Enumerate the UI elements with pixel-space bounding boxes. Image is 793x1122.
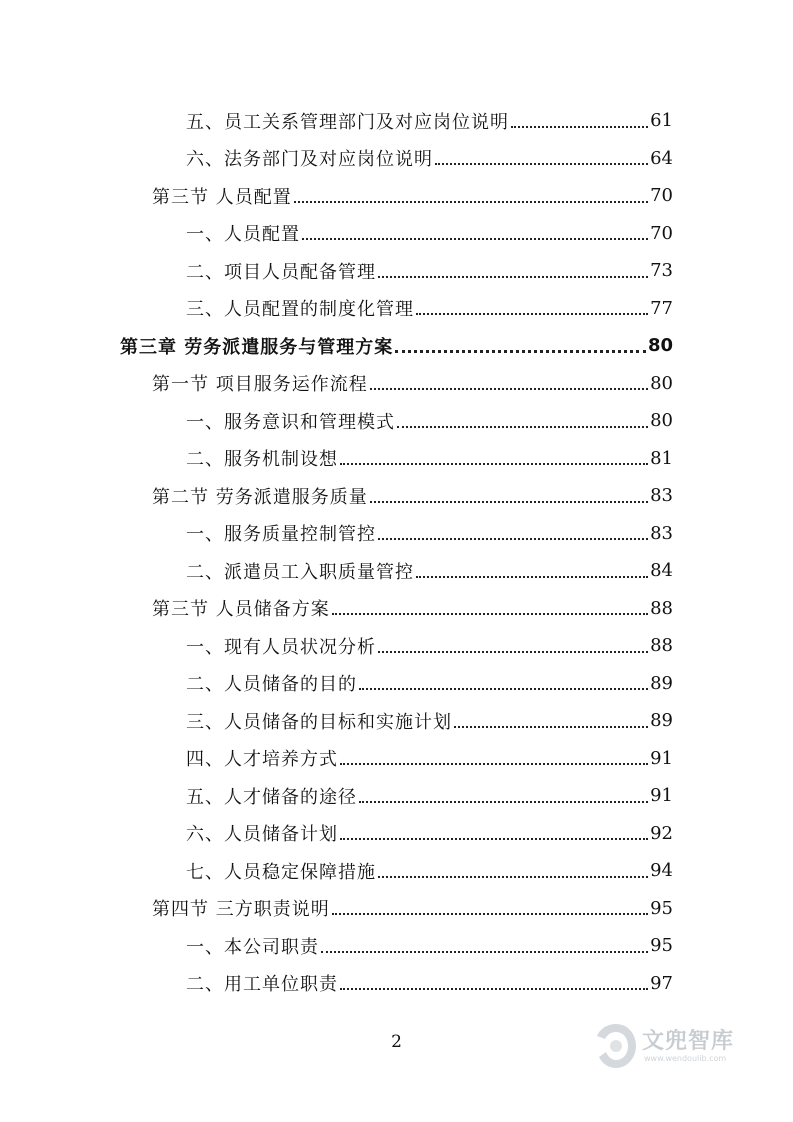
toc-entry-page: 70 bbox=[650, 222, 673, 244]
toc-entry[interactable] bbox=[0, 740, 793, 778]
toc-entry-page: 81 bbox=[650, 447, 673, 469]
toc-entry-page: 83 bbox=[650, 522, 673, 544]
toc-entry-title: 六、法务部门及对应岗位说明 bbox=[186, 149, 433, 171]
toc-dot-leader bbox=[511, 126, 648, 128]
toc-entry[interactable] bbox=[0, 515, 793, 553]
toc-entry[interactable] bbox=[0, 702, 793, 740]
toc-entry-page: 73 bbox=[650, 260, 673, 282]
toc-dot-leader bbox=[340, 988, 648, 990]
toc-dot-leader bbox=[454, 726, 648, 728]
toc-entry-title: 五、员工关系管理部门及对应岗位说明 bbox=[186, 111, 509, 133]
toc-entry[interactable] bbox=[0, 852, 793, 890]
toc-entry[interactable] bbox=[0, 665, 793, 703]
toc-dot-leader bbox=[395, 350, 646, 353]
toc-entry-page: 91 bbox=[650, 785, 673, 807]
toc-entry[interactable] bbox=[0, 102, 793, 140]
toc-entry[interactable] bbox=[0, 927, 793, 965]
toc-entry-title: 一、本公司职责 bbox=[186, 936, 319, 958]
toc-entry[interactable] bbox=[0, 777, 793, 815]
toc-entry-title: 四、人才培养方式 bbox=[186, 749, 338, 771]
toc-entry-title: 一、服务质量控制管控 bbox=[186, 524, 376, 546]
toc-entry[interactable] bbox=[0, 627, 793, 665]
toc-entry-page: 95 bbox=[650, 897, 673, 919]
toc-entry-page: 89 bbox=[650, 710, 673, 732]
toc-dot-leader bbox=[370, 501, 648, 503]
toc-entry[interactable] bbox=[0, 365, 793, 403]
toc-entry-page: 61 bbox=[650, 110, 673, 132]
toc-dot-leader bbox=[435, 163, 648, 165]
toc-entry-page: 89 bbox=[650, 672, 673, 694]
toc-entry-page: 64 bbox=[650, 147, 673, 169]
toc-dot-leader bbox=[302, 238, 648, 240]
toc-dot-leader bbox=[321, 951, 648, 953]
toc-dot-leader bbox=[378, 876, 648, 878]
toc-entry-page: 95 bbox=[650, 935, 673, 957]
toc-entry-title: 七、人员稳定保障措施 bbox=[186, 861, 376, 883]
toc-entry-page: 77 bbox=[650, 297, 673, 319]
toc-entry[interactable] bbox=[0, 177, 793, 215]
toc-dot-leader bbox=[294, 201, 648, 203]
toc-entry-title: 一、人员配置 bbox=[186, 224, 300, 246]
toc-entry-page: 80 bbox=[650, 372, 673, 394]
toc-dot-leader bbox=[416, 313, 648, 315]
toc-entry-title: 一、现有人员状况分析 bbox=[186, 636, 376, 658]
toc-dot-leader bbox=[332, 613, 648, 615]
toc-entry-page: 94 bbox=[650, 860, 673, 882]
toc-dot-leader bbox=[340, 838, 648, 840]
toc-dot-leader bbox=[359, 801, 648, 803]
toc-entry-page: 80 bbox=[650, 410, 673, 432]
toc-dot-leader bbox=[416, 576, 648, 578]
toc-entry[interactable] bbox=[0, 252, 793, 290]
toc-entry-title: 第二节 劳务派遣服务质量 bbox=[152, 486, 368, 508]
toc-entry[interactable] bbox=[0, 890, 793, 928]
toc-entry-title: 五、人才储备的途径 bbox=[186, 786, 357, 808]
toc-entry-title: 二、项目人员配备管理 bbox=[186, 261, 376, 283]
toc-entry-title: 二、人员储备的目的 bbox=[186, 674, 357, 696]
toc-dot-leader bbox=[378, 538, 648, 540]
toc-entry[interactable] bbox=[0, 552, 793, 590]
toc-dot-leader bbox=[370, 388, 648, 390]
toc-entry-page: 80 bbox=[647, 335, 673, 357]
toc-entry-page: 88 bbox=[650, 597, 673, 619]
toc-entry-page: 91 bbox=[650, 747, 673, 769]
toc-entry[interactable] bbox=[0, 440, 793, 478]
toc-entry-title: 二、服务机制设想 bbox=[186, 449, 338, 471]
watermark-logo-icon bbox=[594, 1022, 638, 1070]
toc-dot-leader bbox=[378, 651, 648, 653]
toc-dot-leader bbox=[340, 763, 648, 765]
toc-dot-leader bbox=[359, 688, 648, 690]
toc-entry-title: 第三节 人员配置 bbox=[152, 186, 292, 208]
toc-entry-title: 第一节 项目服务运作流程 bbox=[152, 374, 368, 396]
toc-entry[interactable] bbox=[0, 965, 793, 1003]
toc-entry[interactable] bbox=[0, 402, 793, 440]
toc-dot-leader bbox=[340, 463, 648, 465]
page-number: 2 bbox=[391, 1032, 402, 1052]
toc-entry[interactable] bbox=[0, 215, 793, 253]
watermark-url: www.wendoulib.com bbox=[644, 1054, 727, 1063]
toc-entry-page: 84 bbox=[650, 560, 673, 582]
toc-entry-title: 一、服务意识和管理模式 bbox=[186, 411, 395, 433]
toc-entry[interactable] bbox=[0, 815, 793, 853]
toc-entry-title: 第三章 劳务派遣服务与管理方案 bbox=[120, 336, 394, 358]
toc-entry[interactable] bbox=[0, 477, 793, 515]
toc-entry[interactable] bbox=[0, 290, 793, 328]
watermark-name: 文兜智库 bbox=[642, 1029, 735, 1054]
toc-entry-title: 六、人员储备计划 bbox=[186, 824, 338, 846]
toc-entry-title: 二、派遣员工入职质量管控 bbox=[186, 561, 414, 583]
toc-entry-page: 97 bbox=[650, 972, 673, 994]
toc-entry-page: 92 bbox=[650, 822, 673, 844]
watermark bbox=[592, 1018, 762, 1078]
toc-entry-title: 三、人员储备的目标和实施计划 bbox=[186, 711, 452, 733]
table-of-contents bbox=[0, 102, 793, 1002]
toc-entry-title: 第四节 三方职责说明 bbox=[152, 899, 330, 921]
toc-entry[interactable] bbox=[0, 327, 793, 365]
toc-entry[interactable] bbox=[0, 590, 793, 628]
toc-entry[interactable] bbox=[0, 140, 793, 178]
toc-entry-title: 第三节 人员储备方案 bbox=[152, 599, 330, 621]
toc-dot-leader bbox=[332, 913, 648, 915]
toc-entry-title: 三、人员配置的制度化管理 bbox=[186, 299, 414, 321]
toc-dot-leader bbox=[397, 426, 648, 428]
toc-entry-page: 88 bbox=[650, 635, 673, 657]
toc-entry-page: 83 bbox=[650, 485, 673, 507]
toc-entry-title: 二、用工单位职责 bbox=[186, 974, 338, 996]
toc-entry-page: 70 bbox=[650, 185, 673, 207]
toc-dot-leader bbox=[378, 276, 648, 278]
